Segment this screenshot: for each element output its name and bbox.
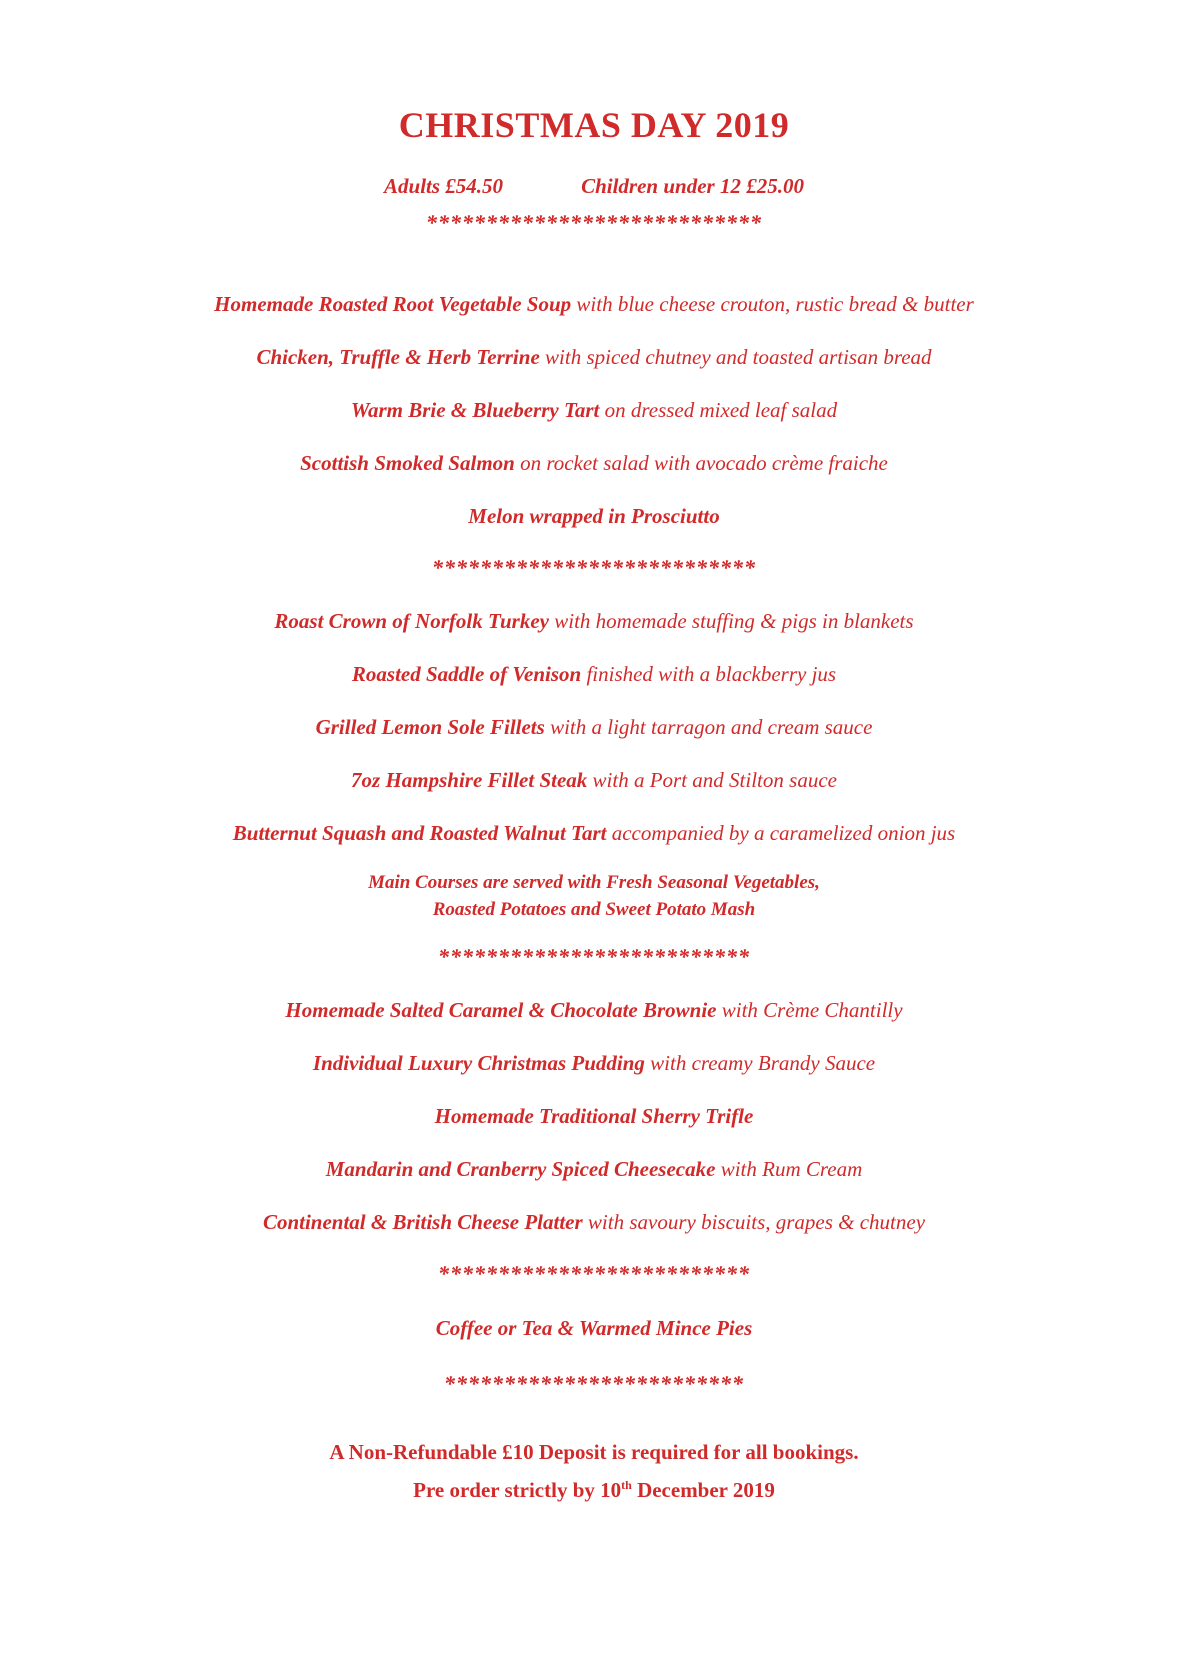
- main-desc: with a Port and Stilton sauce: [587, 768, 837, 792]
- starter-item: [0, 292, 1188, 317]
- mains-note-line-2: Roasted Potatoes and Sweet Potato Mash: [432, 899, 756, 920]
- price-line: [0, 174, 1188, 199]
- preorder-prefix: Pre order strictly by 10: [413, 1478, 622, 1502]
- separator-1: ****************************: [426, 210, 762, 235]
- dessert-name: Homemade Traditional Sherry Trifle: [434, 1104, 754, 1128]
- starter-item: [0, 345, 1188, 370]
- dessert-item: [0, 1157, 1188, 1182]
- dessert-desc: with savoury biscuits, grapes & chutney: [582, 1210, 926, 1234]
- starter-desc: with blue cheese crouton, rustic bread & butter: [571, 292, 974, 316]
- main-desc: with homemade stuffing & pigs in blankets: [549, 609, 914, 633]
- dessert-desc: with Rum Cream: [715, 1157, 863, 1181]
- adults-price: Adults £54.50: [384, 174, 504, 198]
- main-desc: with a light tarragon and cream sauce: [544, 715, 873, 739]
- main-name: Roast Crown of Norfolk Turkey: [274, 609, 549, 633]
- dessert-name: Continental & British Cheese Platter: [262, 1210, 583, 1234]
- starter-desc: on dressed mixed leaf salad: [599, 398, 838, 422]
- starter-desc: with spiced chutney and toasted artisan bread: [539, 345, 932, 369]
- main-item: [0, 609, 1188, 634]
- main-name: Butternut Squash and Roasted Walnut Tart: [232, 821, 607, 845]
- dessert-item: [0, 998, 1188, 1023]
- starter-item: [0, 451, 1188, 476]
- starter-item: [0, 398, 1188, 423]
- dessert-name: Individual Luxury Christmas Pudding: [312, 1051, 645, 1075]
- dessert-item: [0, 1210, 1188, 1235]
- starter-desc: on rocket salad with avocado crème fraiche: [514, 451, 888, 475]
- mains-note-line-1: Main Courses are served with Fresh Seasonal Vegetables,: [368, 872, 820, 893]
- starter-name: Scottish Smoked Salmon: [300, 451, 515, 475]
- starter-name: Chicken, Truffle & Herb Terrine: [256, 345, 540, 369]
- deposit-notice: A Non-Refundable £10 Deposit is required for all bookings.: [329, 1440, 859, 1464]
- main-desc: accompanied by a caramelized onion jus: [606, 821, 956, 845]
- menu-title: CHRISTMAS DAY 2019: [398, 105, 790, 145]
- separator-4: **************************: [438, 1261, 750, 1286]
- dessert-name: Homemade Salted Caramel & Chocolate Brownie: [285, 998, 717, 1022]
- preorder-notice: [0, 1469, 1188, 1507]
- starter-item: [0, 504, 1188, 529]
- main-name: Grilled Lemon Sole Fillets: [315, 715, 545, 739]
- starter-name: Melon wrapped in Prosciutto: [468, 504, 720, 528]
- main-item: [0, 768, 1188, 793]
- children-price: Children under 12 £25.00: [581, 174, 804, 198]
- main-item: [0, 715, 1188, 740]
- separator-2: ***************************: [432, 555, 756, 580]
- main-name: 7oz Hampshire Fillet Steak: [351, 768, 588, 792]
- coffee-name: Coffee or Tea & Warmed Mince Pies: [435, 1316, 753, 1340]
- starter-name: Homemade Roasted Root Vegetable Soup: [214, 292, 572, 316]
- main-item: [0, 821, 1188, 846]
- main-name: Roasted Saddle of Venison: [351, 662, 582, 686]
- starter-name: Warm Brie & Blueberry Tart: [350, 398, 600, 422]
- separator-3: **************************: [438, 944, 750, 969]
- dessert-desc: with Crème Chantilly: [716, 998, 903, 1022]
- coffee-item: [0, 1316, 1188, 1341]
- main-desc: finished with a blackberry jus: [581, 662, 837, 686]
- dessert-item: [0, 1104, 1188, 1129]
- preorder-ordinal: th: [621, 1478, 632, 1492]
- dessert-name: Mandarin and Cranberry Spiced Cheesecake: [325, 1157, 716, 1181]
- dessert-desc: with creamy Brandy Sauce: [644, 1051, 876, 1075]
- separator-5: *************************: [444, 1371, 744, 1396]
- dessert-item: [0, 1051, 1188, 1076]
- preorder-suffix: December 2019: [631, 1478, 775, 1502]
- main-item: [0, 662, 1188, 687]
